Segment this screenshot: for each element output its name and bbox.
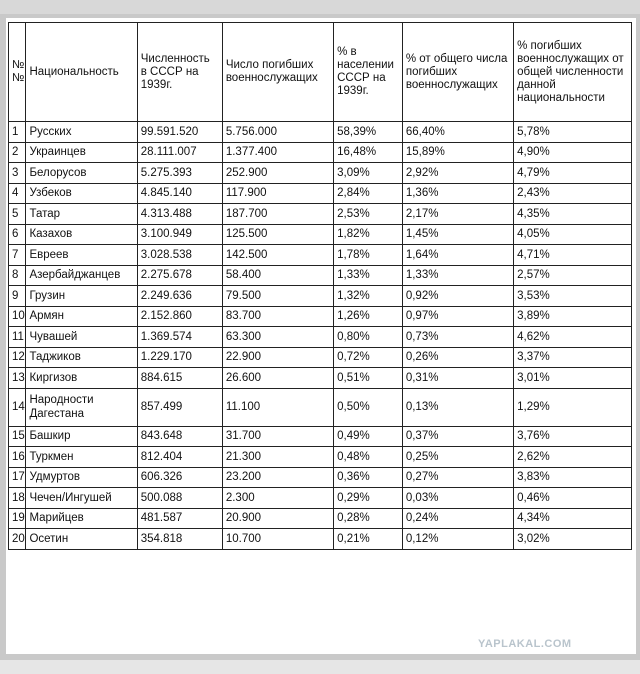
cell-number: 14 <box>9 388 26 426</box>
cell-population-percent: 1,78% <box>334 245 403 266</box>
cell-number: 20 <box>9 529 26 550</box>
cell-population: 3.100.949 <box>137 224 222 245</box>
cell-nationality-deaths-percent: 2,43% <box>514 183 632 204</box>
cell-population: 4.845.140 <box>137 183 222 204</box>
cell-deaths: 252.900 <box>222 163 333 184</box>
cell-nationality: Казахов <box>26 224 137 245</box>
cell-deaths: 20.900 <box>222 508 333 529</box>
cell-nationality-deaths-percent: 3,89% <box>514 306 632 327</box>
cell-deaths-percent: 0,25% <box>402 447 513 468</box>
cell-nationality: Русских <box>26 122 137 143</box>
table-row <box>9 426 632 447</box>
cell-population: 3.028.538 <box>137 245 222 266</box>
cell-deaths-percent: 0,27% <box>402 467 513 488</box>
cell-nationality-deaths-percent: 4,34% <box>514 508 632 529</box>
cell-population: 2.275.678 <box>137 265 222 286</box>
cell-deaths-percent: 0,13% <box>402 388 513 426</box>
table-row <box>9 204 632 225</box>
cell-deaths: 10.700 <box>222 529 333 550</box>
cell-deaths-percent: 0,03% <box>402 488 513 509</box>
cell-number: 5 <box>9 204 26 225</box>
cell-deaths: 79.500 <box>222 286 333 307</box>
cell-number: 19 <box>9 508 26 529</box>
cell-population-percent: 0,36% <box>334 467 403 488</box>
cell-population-percent: 0,49% <box>334 426 403 447</box>
cell-nationality-deaths-percent: 1,29% <box>514 388 632 426</box>
cell-number: 13 <box>9 368 26 389</box>
cell-population: 2.152.860 <box>137 306 222 327</box>
nationality-losses-table <box>8 22 632 550</box>
cell-number: 2 <box>9 142 26 163</box>
cell-nationality: Армян <box>26 306 137 327</box>
cell-population-percent: 1,82% <box>334 224 403 245</box>
cell-deaths: 1.377.400 <box>222 142 333 163</box>
cell-deaths-percent: 15,89% <box>402 142 513 163</box>
cell-nationality-deaths-percent: 3,37% <box>514 347 632 368</box>
cell-population-percent: 3,09% <box>334 163 403 184</box>
table-row <box>9 286 632 307</box>
cell-nationality-deaths-percent: 2,62% <box>514 447 632 468</box>
table-row <box>9 529 632 550</box>
cell-nationality-deaths-percent: 3,53% <box>514 286 632 307</box>
cell-number: 17 <box>9 467 26 488</box>
cell-nationality: Башкир <box>26 426 137 447</box>
cell-nationality: Марийцев <box>26 508 137 529</box>
cell-population: 884.615 <box>137 368 222 389</box>
cell-deaths-percent: 0,24% <box>402 508 513 529</box>
cell-deaths-percent: 1,45% <box>402 224 513 245</box>
cell-population-percent: 0,51% <box>334 368 403 389</box>
cell-deaths: 23.200 <box>222 467 333 488</box>
cell-nationality: Азербайджанцев <box>26 265 137 286</box>
table-row <box>9 224 632 245</box>
cell-deaths: 63.300 <box>222 327 333 348</box>
cell-deaths: 21.300 <box>222 447 333 468</box>
cell-population-percent: 58,39% <box>334 122 403 143</box>
cell-nationality: Осетин <box>26 529 137 550</box>
table-row <box>9 467 632 488</box>
header-nationality: Национальность <box>26 23 137 122</box>
cell-deaths-percent: 0,12% <box>402 529 513 550</box>
cell-population-percent: 0,50% <box>334 388 403 426</box>
cell-deaths-percent: 0,37% <box>402 426 513 447</box>
cell-number: 18 <box>9 488 26 509</box>
cell-population-percent: 0,28% <box>334 508 403 529</box>
cell-number: 11 <box>9 327 26 348</box>
cell-number: 4 <box>9 183 26 204</box>
cell-nationality-deaths-percent: 3,01% <box>514 368 632 389</box>
bottom-bar <box>0 660 640 674</box>
table-row <box>9 368 632 389</box>
cell-population: 1.229.170 <box>137 347 222 368</box>
table-row <box>9 265 632 286</box>
cell-nationality-deaths-percent: 3,83% <box>514 467 632 488</box>
cell-population: 843.648 <box>137 426 222 447</box>
cell-nationality: Евреев <box>26 245 137 266</box>
cell-deaths: 187.700 <box>222 204 333 225</box>
cell-nationality-deaths-percent: 4,35% <box>514 204 632 225</box>
cell-nationality-deaths-percent: 3,76% <box>514 426 632 447</box>
cell-population-percent: 0,21% <box>334 529 403 550</box>
cell-nationality-deaths-percent: 0,46% <box>514 488 632 509</box>
cell-population-percent: 16,48% <box>334 142 403 163</box>
cell-population-percent: 2,53% <box>334 204 403 225</box>
table-header-row <box>9 23 632 122</box>
table-row <box>9 142 632 163</box>
cell-deaths: 31.700 <box>222 426 333 447</box>
cell-nationality-deaths-percent: 4,71% <box>514 245 632 266</box>
cell-nationality: Украинцев <box>26 142 137 163</box>
table-row <box>9 327 632 348</box>
cell-deaths-percent: 2,92% <box>402 163 513 184</box>
cell-number: 12 <box>9 347 26 368</box>
cell-population: 481.587 <box>137 508 222 529</box>
cell-population: 606.326 <box>137 467 222 488</box>
cell-population: 354.818 <box>137 529 222 550</box>
cell-deaths: 83.700 <box>222 306 333 327</box>
cell-nationality: Узбеков <box>26 183 137 204</box>
cell-deaths-percent: 0,73% <box>402 327 513 348</box>
table-row <box>9 306 632 327</box>
cell-nationality: Таджиков <box>26 347 137 368</box>
cell-nationality-deaths-percent: 5,78% <box>514 122 632 143</box>
cell-population: 812.404 <box>137 447 222 468</box>
cell-nationality-deaths-percent: 4,05% <box>514 224 632 245</box>
cell-population-percent: 2,84% <box>334 183 403 204</box>
cell-deaths: 142.500 <box>222 245 333 266</box>
cell-deaths-percent: 0,97% <box>402 306 513 327</box>
cell-deaths: 5.756.000 <box>222 122 333 143</box>
cell-deaths-percent: 1,36% <box>402 183 513 204</box>
cell-population: 99.591.520 <box>137 122 222 143</box>
cell-deaths-percent: 2,17% <box>402 204 513 225</box>
cell-deaths-percent: 0,26% <box>402 347 513 368</box>
cell-deaths-percent: 1,64% <box>402 245 513 266</box>
header-deaths-of-nationality-percent: % погибших военнослужащих от общей численности данной национальности <box>514 23 632 122</box>
cell-nationality: Чечен/Ингушей <box>26 488 137 509</box>
cell-population-percent: 1,26% <box>334 306 403 327</box>
table-row <box>9 508 632 529</box>
cell-deaths: 11.100 <box>222 388 333 426</box>
table-row <box>9 347 632 368</box>
cell-number: 10 <box>9 306 26 327</box>
cell-nationality: Чувашей <box>26 327 137 348</box>
cell-deaths-percent: 1,33% <box>402 265 513 286</box>
cell-number: 1 <box>9 122 26 143</box>
cell-population: 1.369.574 <box>137 327 222 348</box>
cell-population-percent: 0,80% <box>334 327 403 348</box>
cell-population: 857.499 <box>137 388 222 426</box>
cell-deaths-percent: 0,92% <box>402 286 513 307</box>
table-row <box>9 183 632 204</box>
table-row <box>9 488 632 509</box>
cell-nationality: Туркмен <box>26 447 137 468</box>
cell-population: 5.275.393 <box>137 163 222 184</box>
cell-number: 15 <box>9 426 26 447</box>
cell-population-percent: 1,32% <box>334 286 403 307</box>
cell-population-percent: 0,48% <box>334 447 403 468</box>
cell-number: 6 <box>9 224 26 245</box>
cell-number: 9 <box>9 286 26 307</box>
cell-nationality: Татар <box>26 204 137 225</box>
table-row <box>9 122 632 143</box>
table-row <box>9 163 632 184</box>
cell-deaths-percent: 0,31% <box>402 368 513 389</box>
cell-nationality: Белорусов <box>26 163 137 184</box>
cell-number: 8 <box>9 265 26 286</box>
cell-nationality-deaths-percent: 2,57% <box>514 265 632 286</box>
cell-nationality: Удмуртов <box>26 467 137 488</box>
header-population-percent: % в населении СССР на 1939г. <box>334 23 403 122</box>
cell-deaths: 22.900 <box>222 347 333 368</box>
cell-nationality: Грузин <box>26 286 137 307</box>
table-row <box>9 447 632 468</box>
header-deaths-percent: % от общего числа погибших военнослужащих <box>402 23 513 122</box>
watermark-text: YAPLAKAL.COM <box>478 638 572 650</box>
cell-population-percent: 0,29% <box>334 488 403 509</box>
cell-deaths: 117.900 <box>222 183 333 204</box>
cell-number: 3 <box>9 163 26 184</box>
header-military-deaths: Число погибших военнослужащих <box>222 23 333 122</box>
cell-population: 4.313.488 <box>137 204 222 225</box>
header-population-1939: Численность в СССР на 1939г. <box>137 23 222 122</box>
cell-number: 16 <box>9 447 26 468</box>
cell-nationality: Киргизов <box>26 368 137 389</box>
cell-population-percent: 1,33% <box>334 265 403 286</box>
cell-population: 500.088 <box>137 488 222 509</box>
cell-nationality-deaths-percent: 4,90% <box>514 142 632 163</box>
cell-nationality-deaths-percent: 4,62% <box>514 327 632 348</box>
cell-deaths: 26.600 <box>222 368 333 389</box>
table-row <box>9 245 632 266</box>
cell-number: 7 <box>9 245 26 266</box>
cell-nationality-deaths-percent: 4,79% <box>514 163 632 184</box>
table-row <box>9 388 632 426</box>
cell-deaths: 58.400 <box>222 265 333 286</box>
header-number: № № <box>9 23 26 122</box>
cell-population: 2.249.636 <box>137 286 222 307</box>
cell-population: 28.111.007 <box>137 142 222 163</box>
cell-deaths-percent: 66,40% <box>402 122 513 143</box>
cell-deaths: 2.300 <box>222 488 333 509</box>
cell-population-percent: 0,72% <box>334 347 403 368</box>
cell-nationality-deaths-percent: 3,02% <box>514 529 632 550</box>
cell-deaths: 125.500 <box>222 224 333 245</box>
cell-nationality: Народности Дагестана <box>26 388 137 426</box>
